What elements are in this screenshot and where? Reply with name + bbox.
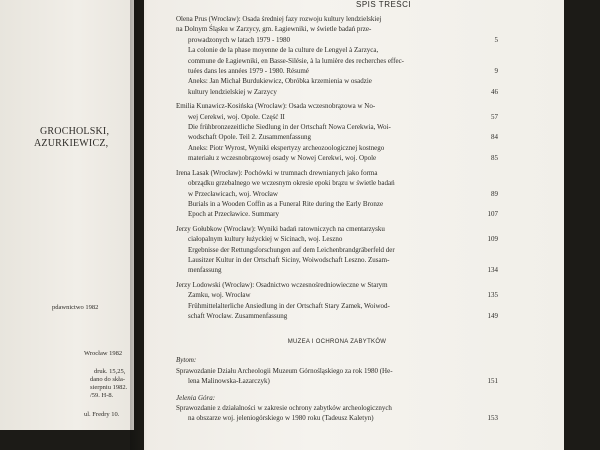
toc-line-text: wej Cerekwi, woj. Opole. Część II [188, 112, 285, 121]
toc-heading: SPIS TREŚCI [356, 0, 412, 9]
toc-line-text: Zamku, woj. Wrocław [188, 291, 251, 300]
section-city: Jelenia Góra: [176, 393, 216, 402]
toc-line [176, 189, 498, 199]
toc-line [176, 255, 498, 265]
left-page-date-info: sierpniu 1982. [90, 384, 128, 391]
toc-page-number [478, 178, 498, 188]
toc-line [176, 178, 498, 188]
toc-entry [176, 280, 498, 322]
toc-line-text: lena Malinowska-Łazarczyk) [188, 377, 270, 386]
toc-page-number [478, 143, 498, 153]
toc-line-text: Jerzy Lodowski (Wrocław): Osadnictwo wczesnośredniowieczne w Starym [176, 280, 388, 289]
toc-line-text: Lausitzer Kultur in der Ortschaft Siciny, Woiwodschaft Leszno. Zusam- [188, 255, 390, 264]
toc-entry [176, 168, 498, 220]
toc-page-number: 85 [491, 154, 498, 163]
left-page [0, 0, 134, 430]
left-page-print-info: druk. 15,25, [94, 368, 126, 375]
toc-page-number: 151 [487, 377, 498, 386]
toc-page-number [478, 224, 498, 234]
left-page-typeset-info: dano do skła- [90, 376, 126, 383]
toc-line-text: na obszarze woj. jeleniogórskiego w 1980 roku (Tadeusz Kaletyn) [188, 414, 374, 423]
page-gutter-shadow [130, 0, 148, 450]
toc-page-number [478, 255, 498, 265]
toc-line-text: Irena Lasak (Wrocław): Pochówki w trumnach drewnianych jako forma [176, 168, 378, 177]
toc-page-number: 149 [487, 311, 498, 320]
toc-page-number [478, 45, 498, 55]
toc-line-text: commune de Łagiewniki, en Basse-Silésie, à la lumière des recherches effec- [188, 56, 405, 65]
section-line [176, 413, 498, 423]
toc-line-text: tuées dans les années 1979 - 1980. Résumé [188, 67, 309, 76]
toc-entry [176, 224, 498, 276]
toc-page-number: 109 [487, 235, 498, 244]
toc-line-text: La colonie de la phase moyenne de la culture de Lengyel à Zarzyca, [188, 46, 379, 55]
toc-line [176, 132, 498, 142]
toc-line [176, 311, 498, 321]
toc-gap [176, 321, 498, 325]
toc-line-text: Epoch at Przecławice. Summary [188, 210, 279, 219]
toc-line [176, 56, 498, 66]
toc-line-text: menfassung [188, 266, 222, 275]
toc-page-number [478, 101, 498, 111]
toc-line-text: ciałopalnym kultury łużyckiej w Sicinach, woj. Leszno [188, 235, 343, 244]
toc-line [176, 14, 498, 24]
toc-line [176, 122, 498, 132]
toc-line [176, 280, 498, 290]
left-page-address: ul. Fredry 10. [84, 411, 120, 418]
toc-line-text: Jerzy Gołubkow (Wrocław): Wyniki badań ratowniczych na cmentarzysku [176, 224, 385, 233]
section-line [176, 366, 498, 376]
toc-line-text: wodschaft Opole. Teil 2. Zusammenfassung [188, 133, 312, 142]
toc-line [176, 66, 498, 76]
toc-line-text: Aneks: Jan Michał Burdukiewicz, Obróbka krzemienia w osadzie [188, 77, 372, 86]
left-page-name-2: AZURKIEWICZ, [34, 138, 109, 149]
toc-page-number: 89 [491, 189, 498, 198]
toc-line [176, 35, 498, 45]
toc-line-text: Olena Prus (Wrocław): Osada średniej fazy rozwoju kultury lendzielskiej [176, 15, 382, 23]
toc-line-text: Frühmittelalterliche Ansiedlung in der Ortschaft Stary Zamek, Woiwod- [188, 301, 390, 310]
section-city: Bytom: [176, 356, 197, 365]
toc-line-text: Aneks: Piotr Wyrost, Wyniki ekspertyzy archeozoologicznej kostnego [188, 143, 385, 152]
toc-page-number: 84 [491, 133, 498, 142]
toc-line-text: kultury lendzielskiej w Zarzycy [188, 87, 277, 96]
toc-line [176, 301, 498, 311]
toc-page-number [478, 168, 498, 178]
toc-page-number [478, 56, 498, 66]
toc-line-text: Ergebnisse der Rettungsforschungen auf dem Leichenbrandgräberfeld der [188, 245, 395, 254]
toc-page-number: 107 [487, 210, 498, 219]
section-entry [176, 366, 498, 387]
toc-page-number [478, 245, 498, 255]
toc-line [176, 290, 498, 300]
toc-page-number: 46 [491, 87, 498, 96]
toc-page-number: 5 [494, 35, 498, 44]
toc-page-number: 135 [487, 291, 498, 300]
toc-page-number: 9 [494, 67, 498, 76]
toc-line-text: w Przecławicach, woj. Wrocław [188, 189, 278, 198]
left-page-name-1: GROCHOLSKI, [40, 126, 110, 137]
left-page-publisher: pdawnictwo 1982 [52, 304, 99, 311]
toc-line [176, 245, 498, 255]
toc-entry [176, 14, 498, 97]
section-line [176, 403, 498, 413]
left-page-place-year: Wrocław 1982 [84, 350, 123, 357]
toc-line [176, 265, 498, 275]
toc-line [176, 224, 498, 234]
toc-line [176, 168, 498, 178]
toc-page-number: 153 [487, 414, 498, 423]
table-of-contents [176, 14, 498, 424]
toc-line-text: obrządku grzebalnego we wczesnym okresie epoki brązu w świetle badań [188, 179, 395, 188]
toc-line [176, 234, 498, 244]
toc-page-number: 134 [487, 266, 498, 275]
toc-line [176, 209, 498, 219]
toc-line-text: Die frühbronzezeitliche Siedlung in der Ortschaft Nowa Cerekwia, Woi- [188, 123, 391, 132]
section-line [176, 376, 498, 386]
toc-page-number [478, 76, 498, 86]
toc-line [176, 112, 498, 122]
toc-line-text: Burials in a Wooden Coffin as a Funeral Rite during the Early Bronze [188, 199, 384, 208]
toc-line [176, 199, 498, 209]
toc-line [176, 101, 498, 111]
toc-line [176, 45, 498, 55]
toc-line [176, 87, 498, 97]
toc-line-text: prowadzonych w latach 1979 - 1980 [188, 35, 291, 44]
toc-page-number [478, 403, 498, 413]
toc-line-text: na Dolnym Śląsku w Zarzycy, gm. Łagiewniki, w świetle badań prze- [176, 25, 372, 34]
toc-line [176, 143, 498, 153]
toc-page-number [478, 366, 498, 376]
toc-line-text: Emilia Kunawicz-Kosińska (Wrocław): Osada wczesnobrązowa w No- [176, 102, 376, 111]
toc-line-text: schaft Wrocław. Zusammenfassung [188, 311, 288, 320]
toc-line [176, 24, 498, 34]
toc-line-text: Sprawozdanie z działalności w zakresie ochrony zabytków archeologicznych [176, 404, 392, 412]
section-entry [176, 403, 498, 424]
toc-page-number [478, 301, 498, 311]
toc-page-number [478, 199, 498, 209]
toc-line [176, 76, 498, 86]
toc-page-number: 57 [491, 112, 498, 121]
toc-page-number [478, 14, 498, 24]
toc-line [176, 153, 498, 163]
section-title: MUZEA I OCHRONA ZABYTKÓW [287, 339, 387, 346]
toc-page-number [478, 24, 498, 34]
toc-entry [176, 101, 498, 163]
toc-line-text: Sprawozdanie Działu Archeologii Muzeum Górnośląskiego za rok 1980 (He- [176, 366, 393, 375]
toc-page-number [478, 280, 498, 290]
left-page-order-info: /59. H-8. [90, 392, 114, 399]
toc-page-number [478, 122, 498, 132]
toc-line-text: materiału z wczesnobrązowej osady w Nowej Cerekwi, woj. Opole [188, 154, 377, 163]
